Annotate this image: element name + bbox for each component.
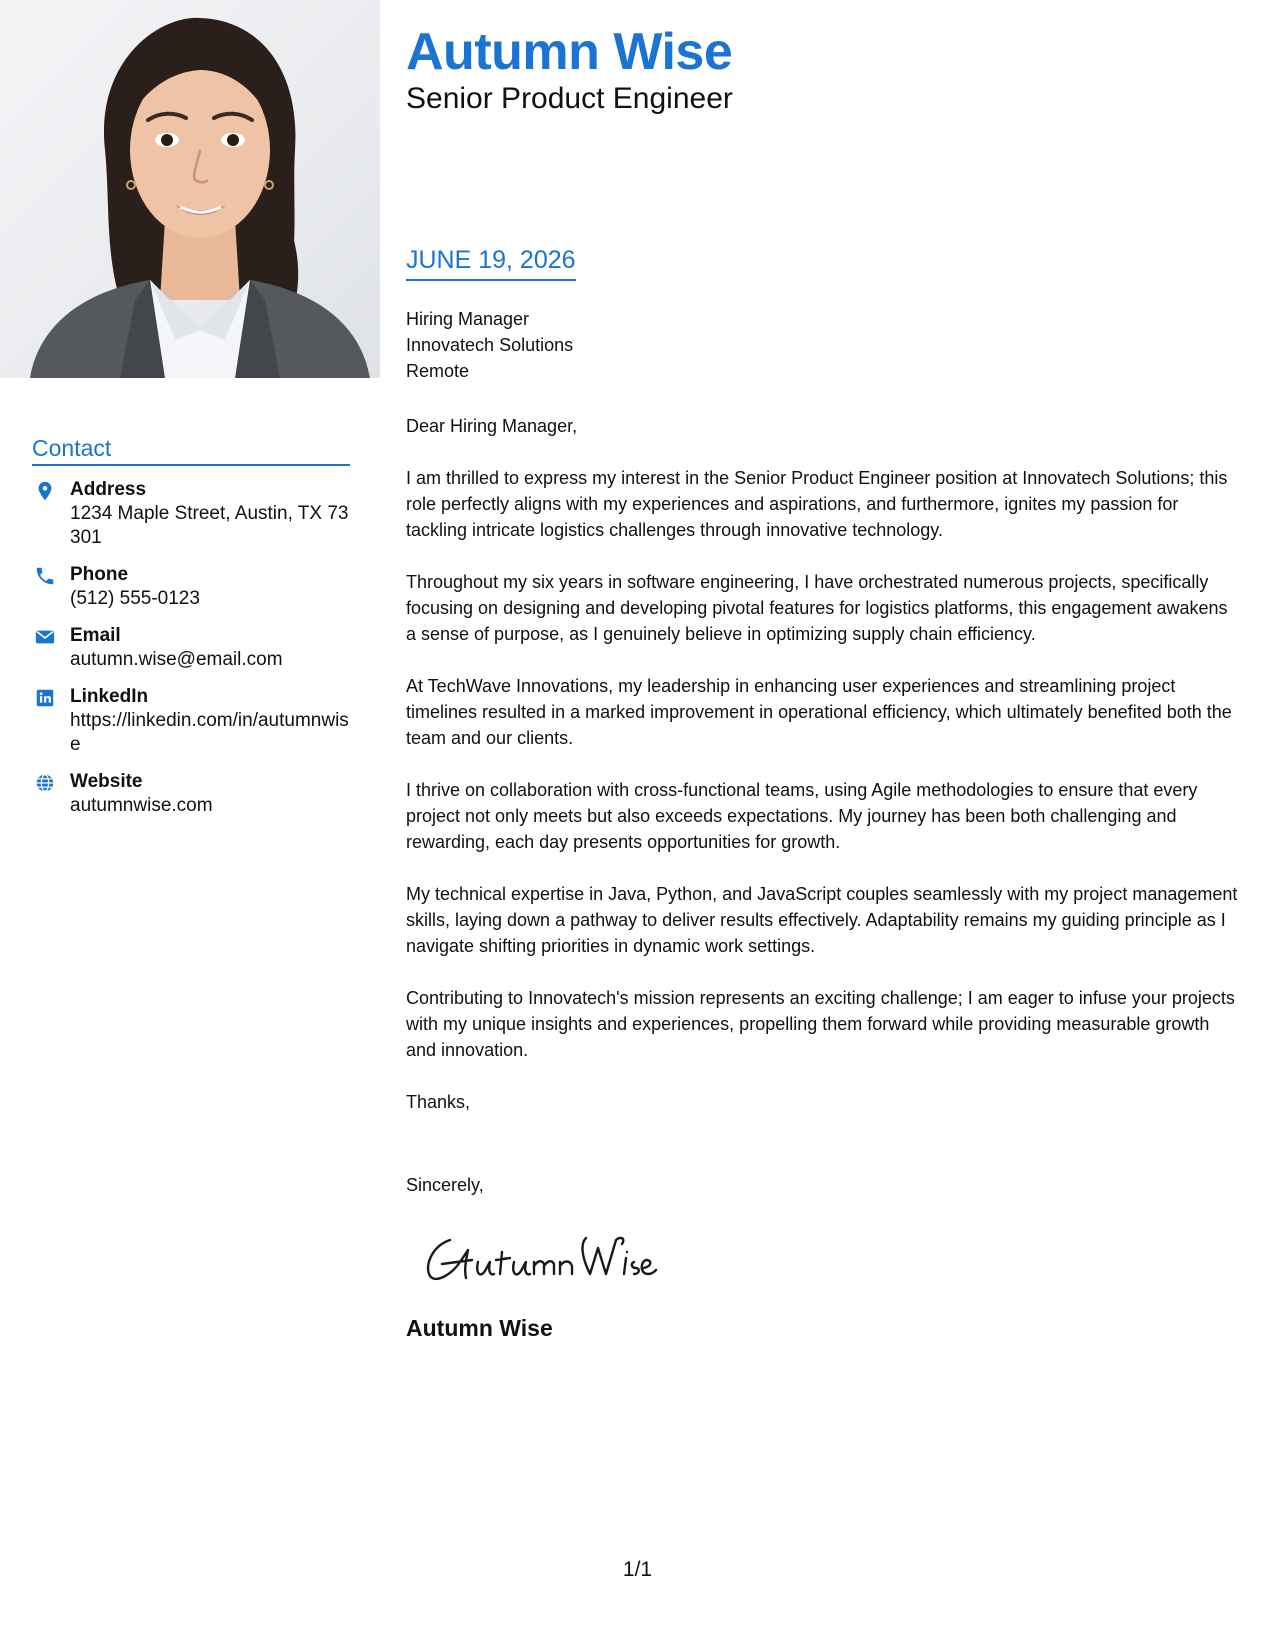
contact-item-address bbox=[32, 478, 350, 550]
body-paragraph: I am thrilled to express my interest in the Senior Product Engineer position at Innovatech Solutions; this role perfectly aligns with my experiences and aspirations, and furthermore, ignites my passion for tackling intricate logistics challenges through innovative technology. bbox=[406, 468, 1228, 540]
recipient-block bbox=[406, 306, 573, 384]
contact-item-linkedin bbox=[32, 685, 350, 757]
closing-thanks: Thanks, bbox=[406, 1092, 471, 1112]
contact-value[interactable]: autumn.wise@email.com bbox=[70, 649, 283, 670]
map-pin-icon bbox=[34, 480, 56, 502]
contact-heading: Contact bbox=[32, 435, 350, 466]
envelope-icon bbox=[34, 626, 56, 648]
contact-item-website bbox=[32, 770, 350, 818]
recipient-line: Innovatech Solutions bbox=[406, 335, 574, 355]
body-paragraph: At TechWave Innovations, my leadership in enhancing user experiences and streamlining project timelines resulted in a marked improvement in operational efficiency, which ultimately benefited both the team and our clients. bbox=[406, 676, 1232, 748]
applicant-title: Senior Product Engineer bbox=[406, 82, 733, 115]
sign-off: Sincerely, bbox=[406, 1175, 484, 1195]
contact-label: LinkedIn bbox=[70, 686, 149, 707]
phone-icon bbox=[34, 565, 56, 587]
body-paragraph: Contributing to Innovatech's mission represents an exciting challenge; I am eager to infuse your projects with my unique insights and experiences, propelling them forward while providing measurable growth and innovation. bbox=[406, 988, 1235, 1060]
body-paragraph: My technical expertise in Java, Python, and JavaScript couples seamlessly with my project management skills, laying down a pathway to deliver results effectively. Adaptability remains my guiding principle as I navigate shifting priorities in dynamic work settings. bbox=[406, 884, 1238, 956]
salutation: Dear Hiring Manager, bbox=[406, 416, 578, 436]
body-paragraph: I thrive on collaboration with cross-functional teams, using Agile methodologies to ensure that every project not only meets but also exceeds expectations. My journey has been both challenging and rewarding, each day presents opportunities for growth. bbox=[406, 780, 1198, 852]
body-paragraph: Throughout my six years in software engineering, I have orchestrated numerous projects, specifically focusing on designing and developing pivotal features for logistics platforms, this engagement awakens a sense of purpose, as I genuinely believe in optimizing supply chain efficiency. bbox=[406, 572, 1228, 644]
contact-label: Phone bbox=[70, 564, 129, 585]
contact-item-email bbox=[32, 624, 350, 672]
recipient-line: Hiring Manager bbox=[406, 309, 530, 329]
contact-list bbox=[32, 478, 350, 818]
letter-date: JUNE 19, 2026 bbox=[406, 246, 576, 281]
sidebar bbox=[0, 0, 380, 1650]
globe-icon bbox=[34, 772, 56, 794]
signer-name: Autumn Wise bbox=[406, 1315, 553, 1341]
contact-value: 1234 Maple Street, Austin, TX 73301 bbox=[70, 503, 349, 548]
contact-value[interactable]: https://linkedin.com/in/autumnwise bbox=[70, 710, 349, 755]
handwritten-signature bbox=[420, 1228, 660, 1293]
linkedin-icon bbox=[34, 687, 56, 709]
contact-label: Address bbox=[70, 479, 147, 500]
contact-item-phone bbox=[32, 563, 350, 611]
contact-value: (512) 555-0123 bbox=[70, 588, 200, 609]
applicant-name: Autumn Wise bbox=[406, 23, 733, 81]
contact-section bbox=[32, 435, 350, 831]
contact-value[interactable]: autumnwise.com bbox=[70, 795, 213, 816]
contact-label: Email bbox=[70, 625, 121, 646]
page-number: 1/1 bbox=[622, 1558, 653, 1581]
contact-label: Website bbox=[70, 771, 143, 792]
recipient-line: Remote bbox=[406, 361, 470, 381]
letter-body bbox=[406, 413, 1241, 1141]
profile-photo bbox=[0, 0, 380, 378]
